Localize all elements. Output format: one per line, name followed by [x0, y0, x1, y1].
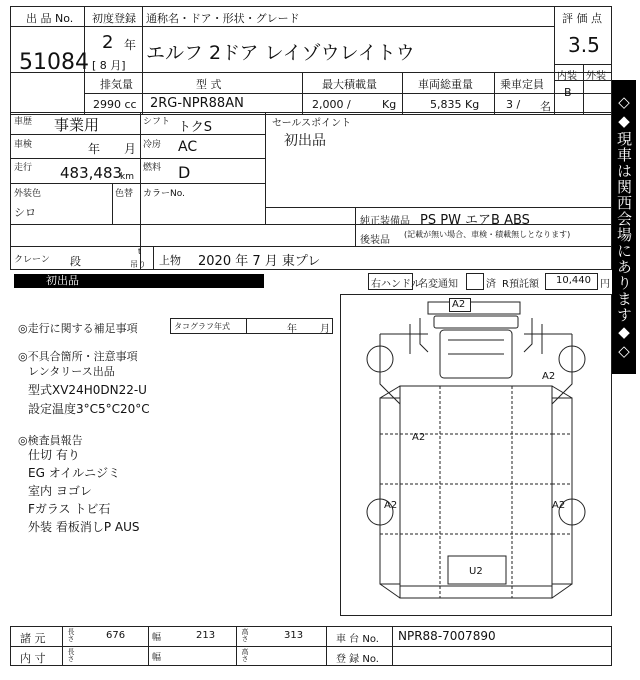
ext-color-label: 外装色 — [14, 189, 42, 199]
shift-label: シフト — [143, 117, 171, 127]
reg-label: 登 録 No. — [336, 654, 379, 665]
width-value: 213 — [196, 630, 216, 641]
equipment-value: PS PW エアB ABS — [420, 213, 530, 228]
first-reg-year-unit: 年 — [124, 38, 137, 52]
shift-value: トクS — [178, 120, 212, 135]
recycle-value: 10,440 — [556, 275, 591, 286]
steering-value: 右ハンドル — [371, 279, 421, 290]
cooling-label: 冷房 — [143, 140, 162, 150]
model-value: 2RG-NPR88AN — [150, 96, 244, 111]
rating-label: 評 価 点 — [562, 12, 602, 25]
damage-mark-left-rear: A2 — [384, 500, 398, 511]
inspector-label: ◎検査員報告 — [18, 434, 83, 447]
inspector-line-5: 外装 看板消しP AUS — [28, 520, 140, 534]
max-load-label: 最大積載量 — [322, 78, 377, 91]
length-label: 長さ — [67, 628, 75, 642]
mileage-label: 走行 — [14, 163, 33, 173]
capacity-unit: 名 — [540, 100, 551, 113]
tacho-month: 月 — [320, 324, 330, 335]
recycle-label: R預託額 — [502, 279, 539, 290]
retrofit-label: 後装品 — [360, 235, 390, 246]
chassis-label: 車 台 No. — [336, 634, 379, 645]
inspection-label: 車検 — [14, 140, 33, 150]
car-name: エルフ 2ドア レイゾウレイトウ — [146, 42, 415, 64]
crane-label: クレーン — [14, 255, 50, 265]
damage-mark-body: A2 — [412, 432, 426, 443]
damage-mark-right-rear: A2 — [552, 500, 566, 511]
inspector-line-4: Fガラス トビ石 — [28, 502, 111, 516]
defect-line-1: レンタリース出品 — [28, 365, 115, 378]
color-no-label: カラーNo. — [143, 189, 185, 199]
inspector-line-1: 仕切 有り — [28, 448, 80, 462]
capacity-label: 乗車定員 — [500, 78, 544, 91]
exterior-label: 外装 — [586, 71, 606, 82]
name-label: 通称名・ドア・形状・グレード — [146, 12, 300, 25]
chassis-value: NPR88-7007890 — [398, 629, 496, 643]
displacement-value: 2990 cc — [93, 98, 137, 111]
lot-number: 51084 — [19, 50, 89, 75]
mileage-value: 483,483 — [60, 164, 123, 182]
name-change-label: 名変通知 — [418, 279, 458, 290]
damage-mark-front: A2 — [452, 299, 466, 310]
first-listing-text: 初出品 — [46, 274, 79, 287]
inspection-month: 月 — [124, 142, 137, 156]
inspection-year: 年 — [88, 142, 101, 156]
upper-value: 2020 年 7 月 東プレ — [198, 254, 321, 269]
fuel-label: 燃料 — [143, 163, 162, 173]
fuel-value: D — [178, 163, 191, 182]
lot-label: 出 品 No. — [26, 12, 74, 25]
displacement-label: 排気量 — [100, 78, 133, 91]
inspector-line-2: EG オイルニジミ — [28, 466, 121, 480]
defect-line-2: 型式XV24H0DN22-U — [28, 383, 147, 397]
dims-label: 諸 元 — [20, 632, 46, 645]
ext-color-value: シロ — [14, 206, 36, 219]
inner-dims-label: 内 寸 — [20, 652, 46, 665]
crane-stage: 段 — [70, 255, 81, 268]
height-label: 高さ — [241, 628, 249, 642]
max-load-value: 2,000 / — [312, 98, 351, 111]
mileage-unit: km — [120, 172, 134, 182]
inner-width-label: 幅 — [152, 653, 162, 663]
crane-t: t — [138, 247, 142, 256]
gross-weight-label: 車両総重量 — [418, 78, 473, 91]
sales-point-value: 初出品 — [284, 133, 326, 149]
interior-label: 内装 — [557, 71, 577, 82]
first-reg-label: 初度登録 — [92, 12, 136, 25]
width-label: 幅 — [152, 633, 162, 643]
gross-weight-value: 5,835 Kg — [430, 98, 480, 111]
inner-height-label: 高さ — [241, 648, 249, 662]
first-reg-year: 2 — [102, 32, 114, 53]
color-change-label: 色替 — [115, 189, 134, 199]
side-notice: ◇◆現車は関西会場にあります◆◇ — [612, 80, 636, 374]
damage-mark-rear: U2 — [469, 566, 483, 577]
upper-label: 上物 — [159, 254, 181, 267]
recycle-unit: 円 — [600, 279, 610, 290]
height-value: 313 — [284, 630, 304, 641]
cooling-value: AC — [178, 139, 198, 155]
first-reg-month: [ 8 月] — [92, 59, 126, 72]
damage-mark-right-front: A2 — [542, 371, 556, 382]
defect-line-3: 設定温度3°C5°C20°C — [28, 402, 150, 416]
equipment-label: 純正装備品 — [360, 216, 410, 227]
length-value: 676 — [106, 630, 126, 641]
max-load-unit: Kg — [382, 98, 397, 111]
inner-length-label: 長さ — [67, 648, 75, 662]
rating-value: 3.5 — [568, 33, 600, 57]
history-value: 事業用 — [54, 116, 100, 134]
interior-grade: B — [564, 86, 572, 99]
history-label: 車歴 — [14, 117, 33, 127]
name-change-check: 済 — [486, 279, 496, 290]
tacho-year: 年 — [287, 324, 297, 335]
model-label: 型 式 — [196, 78, 222, 91]
defects-label: ◎不具合箇所・注意事項 — [18, 350, 138, 363]
tacho-label: タコグラフ年式 — [174, 322, 230, 331]
retrofit-note: (記載が無い場合、車検・積載無しとなります) — [404, 230, 571, 239]
driving-notes-label: ◎走行に関する補足事項 — [18, 322, 138, 335]
inspector-line-3: 室内 ヨゴレ — [28, 484, 92, 498]
sales-point-label: セールスポイント — [272, 118, 352, 129]
crane-hang: 吊り — [130, 260, 146, 269]
capacity-value: 3 / — [506, 98, 521, 111]
